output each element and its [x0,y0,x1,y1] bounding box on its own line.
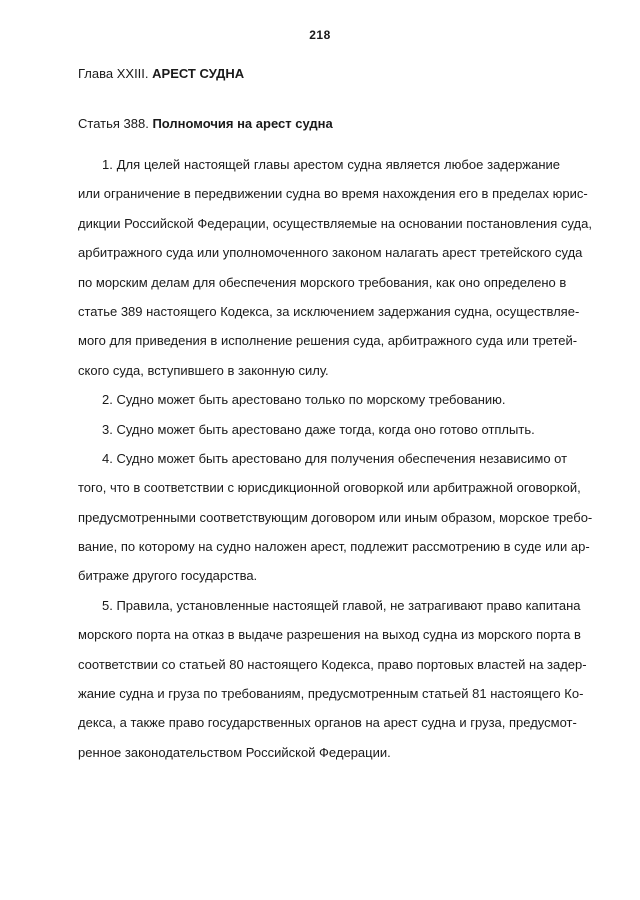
paragraph-4-line-2: того, что в соответствии с юрисдикционной оговоркой или арбитражной оговоркой, [78,480,581,496]
paragraph-4-line-5: битраже другого государства. [78,568,258,584]
article-heading [78,116,333,131]
article-prefix: Статья 388. [78,116,153,131]
paragraph-2-line-1: 2. Судно может быть арестовано только по морскому требованию. [102,392,506,408]
paragraph-1-line-4: арбитражного суда или уполномоченного законом налагать арест третейского суда [78,245,583,261]
paragraph-5-line-6: ренное законодательством Российской Федерации. [78,744,391,760]
article-body [78,150,593,767]
paragraph-5-line-3: соответствии со статьей 80 настоящего Кодекса, право портовых властей на задер- [78,656,587,672]
paragraph-1-line-3: дикции Российской Федерации, осуществляемые на основании постановления суда, [78,215,592,231]
chapter-title: АРЕСТ СУДНА [152,66,245,81]
paragraph-1-line-6: статье 389 настоящего Кодекса, за исключением задержания судна, осуществляе- [78,303,580,319]
paragraph-1-line-5: по морским делам для обеспечения морского требования, как оно определено в [78,274,567,290]
article-title: Полномочия на арест судна [152,116,333,131]
chapter-prefix: Глава XXIII. [78,66,153,81]
paragraph-1-line-2: или ограничение в передвижении судна во время нахождения его в пределах юрис- [78,186,588,202]
paragraph-1-line-8: ского суда, вступившего в законную силу. [78,362,329,378]
paragraph-5-line-1: 5. Правила, установленные настоящей главой, не затрагивают право капитана [102,597,581,613]
paragraph-1-line-1: 1. Для целей настоящей главы арестом судна является любое задержание [102,157,560,172]
paragraph-4-line-1: 4. Судно может быть арестовано для получения обеспечения независимо от [102,450,568,466]
page-number: 218 [309,28,331,42]
paragraph-3-line-1: 3. Судно может быть арестовано даже тогда, когда оно готово отплыть. [102,421,535,437]
chapter-heading [78,66,244,81]
paragraph-4-line-3: предусмотренными соответствующим договором или иным образом, морское требо- [78,509,593,525]
paragraph-1-line-7: мого для приведения в исполнение решения суда, арбитражного суда или третей- [78,333,578,349]
paragraph-4-line-4: вание, по которому на судно наложен арест, подлежит рассмотрению в суде или ар- [78,539,590,555]
paragraph-5-line-4: жание судна и груза по требованиям, предусмотренным статьей 81 настоящего Ко- [78,686,584,702]
paragraph-5-line-2: морского порта на отказ в выдаче разрешения на выход судна из морского порта в [78,627,581,643]
paragraph-5-line-5: декса, а также право государственных органов на арест судна и груза, предусмот- [78,715,577,731]
